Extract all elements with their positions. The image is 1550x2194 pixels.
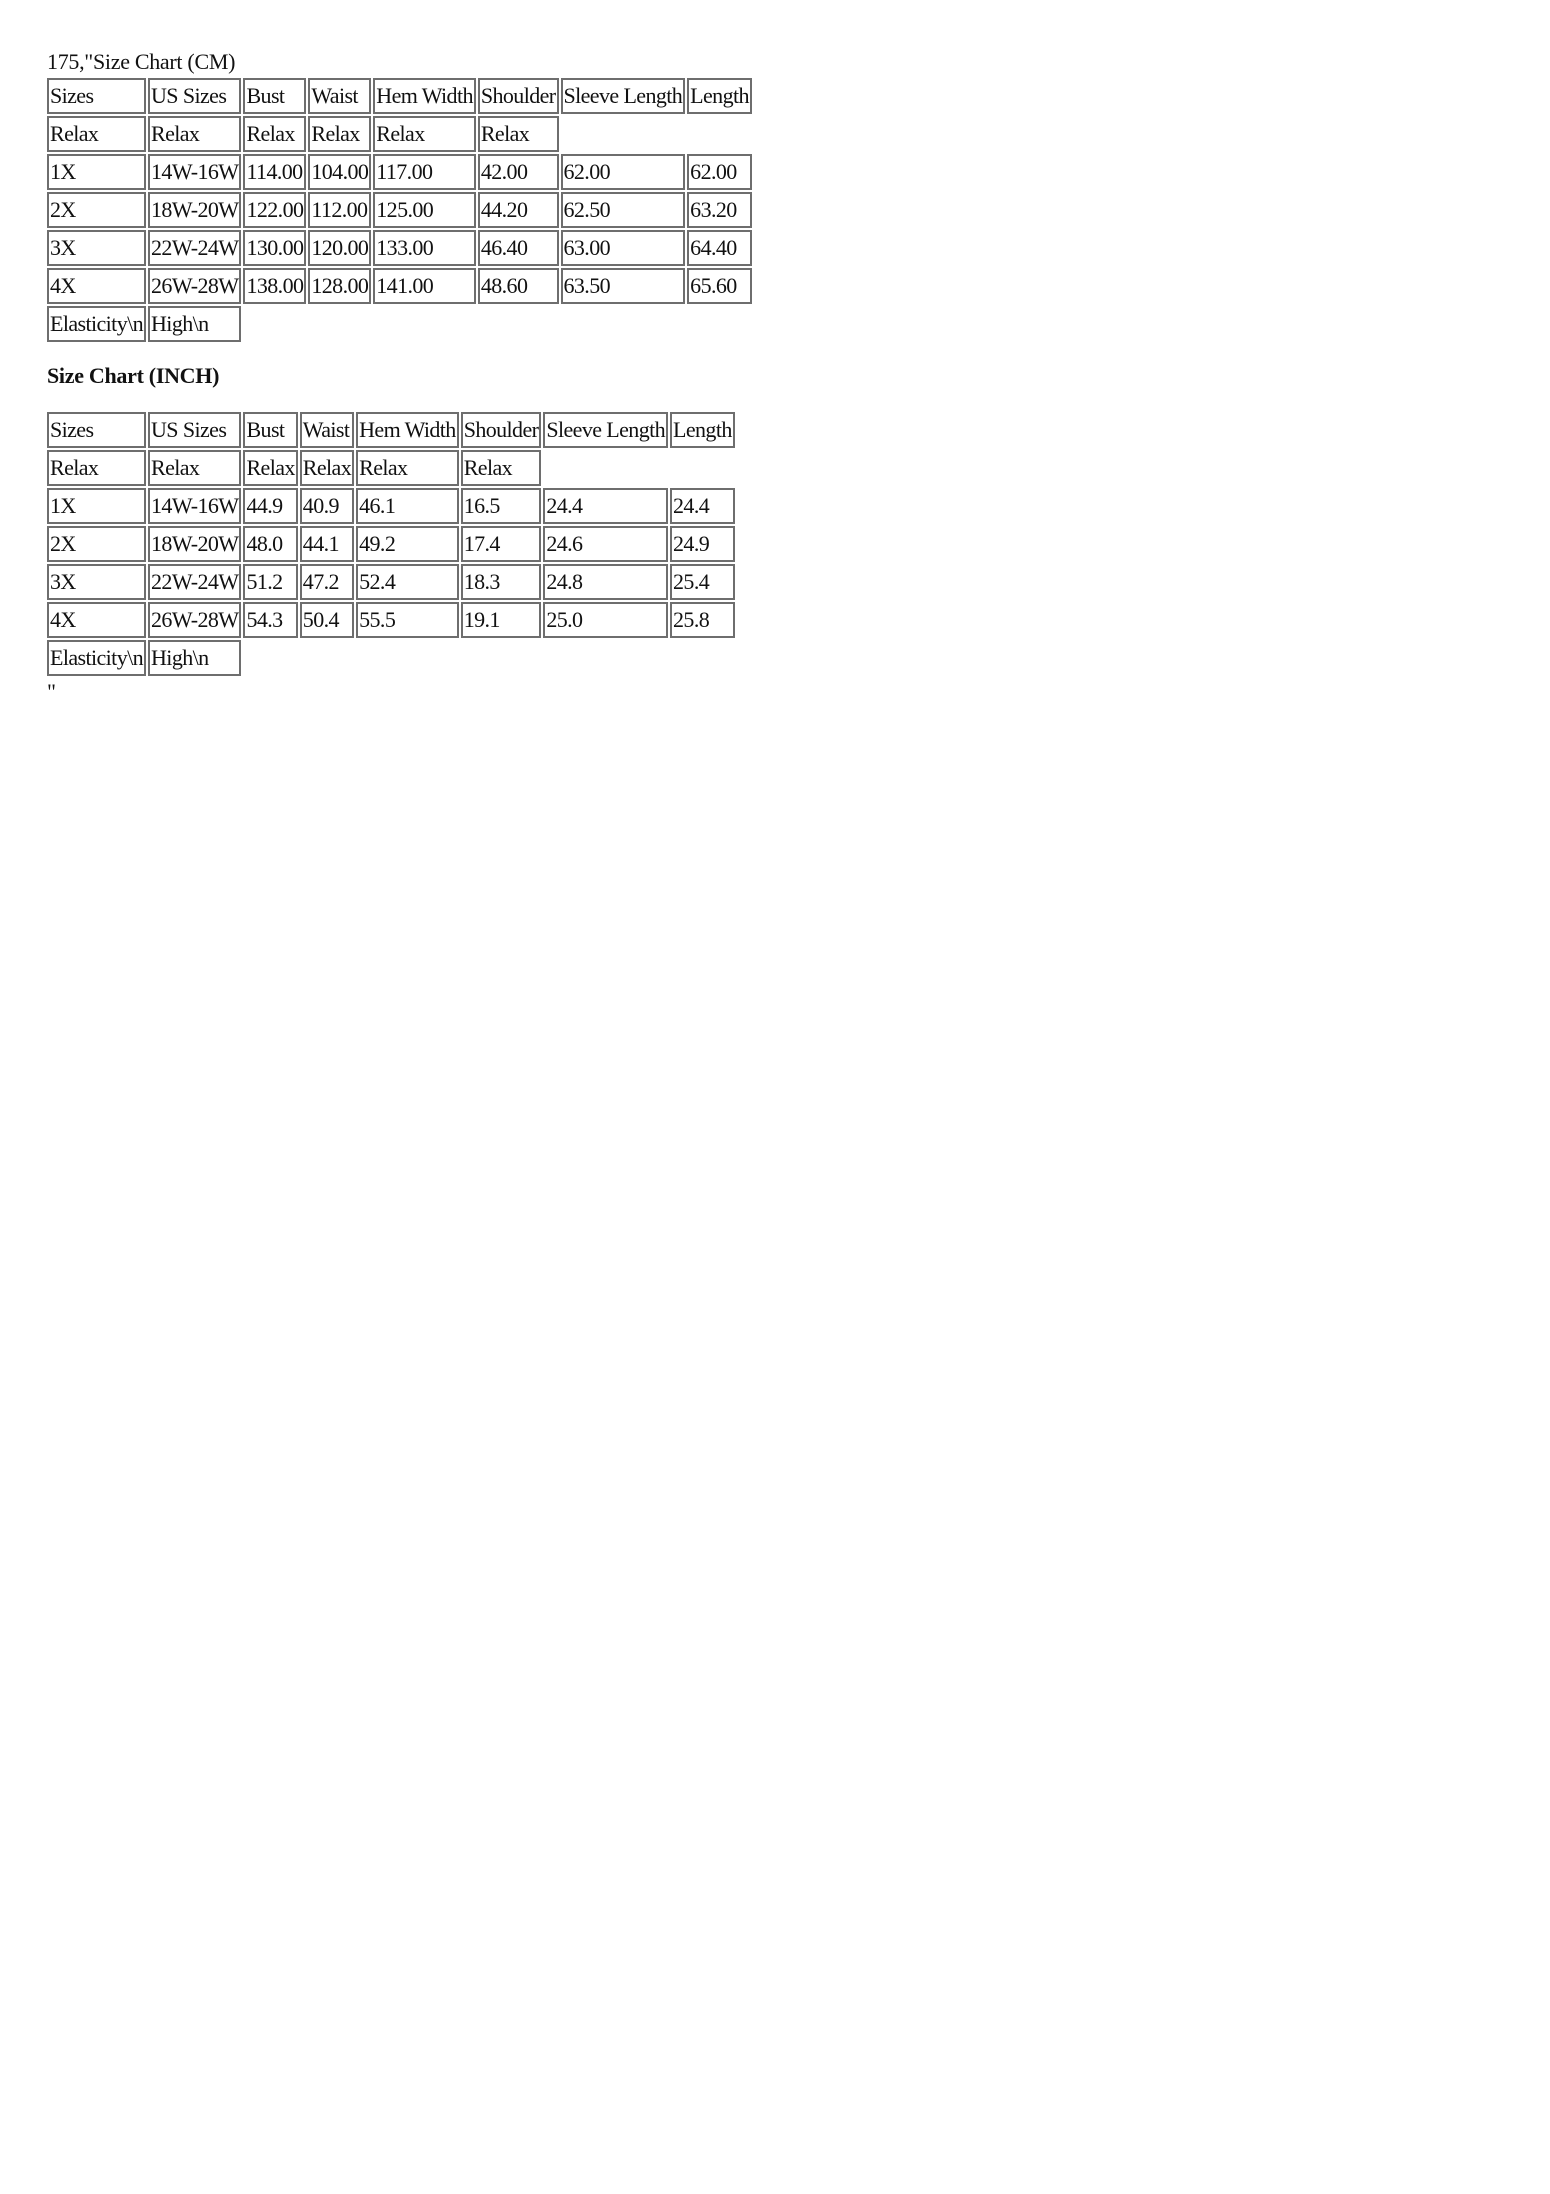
size-chart-cm-table [45, 76, 754, 344]
table-cell: 26W-28W [148, 268, 241, 304]
table-cell: 130.00 [243, 230, 306, 266]
table-cell: 114.00 [243, 154, 306, 190]
table-cell: Hem Width [356, 412, 459, 448]
table-cell: US Sizes [148, 78, 241, 114]
table-cell: High\n [148, 306, 241, 342]
table-cell: 128.00 [308, 268, 371, 304]
table-row [47, 488, 735, 524]
table-fit-row [47, 116, 752, 152]
table-elasticity-row [47, 306, 752, 342]
size-chart-inch-heading: Size Chart (INCH) [47, 363, 220, 388]
table-cell: 25.4 [670, 564, 735, 600]
table-cell: 25.8 [670, 602, 735, 638]
table-cell: Sizes [47, 78, 146, 114]
table-cell: 22W-24W [148, 564, 241, 600]
table-cell: 63.50 [561, 268, 686, 304]
table-row [47, 564, 735, 600]
table-cell: Bust [243, 412, 297, 448]
table-cell: 26W-28W [148, 602, 241, 638]
empty-cell [243, 306, 751, 342]
table-cell: 24.4 [543, 488, 668, 524]
table-cell: 44.20 [478, 192, 559, 228]
table-cell: 4X [47, 602, 146, 638]
table-cell: US Sizes [148, 412, 241, 448]
empty-cell [543, 450, 734, 486]
table-cell: 63.20 [687, 192, 752, 228]
table-cell: 42.00 [478, 154, 559, 190]
table-cell: 54.3 [243, 602, 297, 638]
table-cell: 40.9 [300, 488, 354, 524]
table-cell: 44.9 [243, 488, 297, 524]
table-cell: 112.00 [308, 192, 371, 228]
table-cell: 18W-20W [148, 526, 241, 562]
table-cell: 18.3 [461, 564, 542, 600]
table-cell: Relax [356, 450, 459, 486]
table-cell: 125.00 [373, 192, 476, 228]
table-row [47, 192, 752, 228]
table-cell: Relax [243, 116, 306, 152]
table-cell: 1X [47, 488, 146, 524]
table-cell: 51.2 [243, 564, 297, 600]
table-cell: 122.00 [243, 192, 306, 228]
document-body [47, 48, 754, 706]
table-cell: Elasticity\n [47, 306, 146, 342]
table-cell: 138.00 [243, 268, 306, 304]
table-cell: Shoulder [478, 78, 559, 114]
table-cell: Relax [47, 116, 146, 152]
table-cell: 25.0 [543, 602, 668, 638]
table-cell: Relax [47, 450, 146, 486]
table-row [47, 526, 735, 562]
table-cell: Relax [461, 450, 542, 486]
table-cell: 24.9 [670, 526, 735, 562]
table-cell: 2X [47, 526, 146, 562]
table-cell: Relax [148, 450, 241, 486]
table-cell: 49.2 [356, 526, 459, 562]
table-cell: 46.1 [356, 488, 459, 524]
intro-line: 175,"Size Chart (CM) [47, 49, 236, 74]
table-cell: Hem Width [373, 78, 476, 114]
table-cell: Sleeve Length [543, 412, 668, 448]
table-cell: 141.00 [373, 268, 476, 304]
table-cell: 24.8 [543, 564, 668, 600]
table-cell: Relax [300, 450, 354, 486]
table-cell: 50.4 [300, 602, 354, 638]
closing-quote: " [47, 679, 56, 704]
empty-cell [561, 116, 752, 152]
table-cell: Relax [148, 116, 241, 152]
table-cell: 120.00 [308, 230, 371, 266]
table-cell: 104.00 [308, 154, 371, 190]
table-cell: 48.60 [478, 268, 559, 304]
table-cell: Relax [478, 116, 559, 152]
table-cell: 17.4 [461, 526, 542, 562]
table-cell: 14W-16W [148, 154, 241, 190]
table-cell: 52.4 [356, 564, 459, 600]
table-cell: 18W-20W [148, 192, 241, 228]
table-header-row [47, 412, 735, 448]
table-cell: 133.00 [373, 230, 476, 266]
table-cell: Shoulder [461, 412, 542, 448]
size-chart-inch-table [45, 410, 737, 678]
table-cell: Relax [243, 450, 297, 486]
table-cell: 14W-16W [148, 488, 241, 524]
table-cell: High\n [148, 640, 241, 676]
table-cell: 44.1 [300, 526, 354, 562]
table-cell: 22W-24W [148, 230, 241, 266]
table-cell: 24.4 [670, 488, 735, 524]
table-cell: 24.6 [543, 526, 668, 562]
table-fit-row [47, 450, 735, 486]
table-elasticity-row [47, 640, 735, 676]
table-header-row [47, 78, 752, 114]
table-cell: 2X [47, 192, 146, 228]
table-cell: 55.5 [356, 602, 459, 638]
table-row [47, 602, 735, 638]
table-row [47, 268, 752, 304]
table-cell: Relax [308, 116, 371, 152]
table-cell: Bust [243, 78, 306, 114]
table-cell: 63.00 [561, 230, 686, 266]
table-cell: 46.40 [478, 230, 559, 266]
table-row [47, 154, 752, 190]
table-cell: 4X [47, 268, 146, 304]
table-cell: 16.5 [461, 488, 542, 524]
table-cell: Sleeve Length [561, 78, 686, 114]
table-cell: 62.00 [687, 154, 752, 190]
table-cell: Waist [308, 78, 371, 114]
table-row [47, 230, 752, 266]
table-cell: 48.0 [243, 526, 297, 562]
table-cell: 117.00 [373, 154, 476, 190]
table-cell: Relax [373, 116, 476, 152]
table-cell: 19.1 [461, 602, 542, 638]
table-cell: Length [670, 412, 735, 448]
empty-cell [243, 640, 734, 676]
table-cell: 62.00 [561, 154, 686, 190]
table-cell: 65.60 [687, 268, 752, 304]
table-cell: 47.2 [300, 564, 354, 600]
table-cell: 62.50 [561, 192, 686, 228]
table-cell: Length [687, 78, 752, 114]
table-cell: 64.40 [687, 230, 752, 266]
table-cell: Elasticity\n [47, 640, 146, 676]
table-cell: Sizes [47, 412, 146, 448]
table-cell: 1X [47, 154, 146, 190]
table-cell: 3X [47, 230, 146, 266]
table-cell: 3X [47, 564, 146, 600]
table-cell: Waist [300, 412, 354, 448]
